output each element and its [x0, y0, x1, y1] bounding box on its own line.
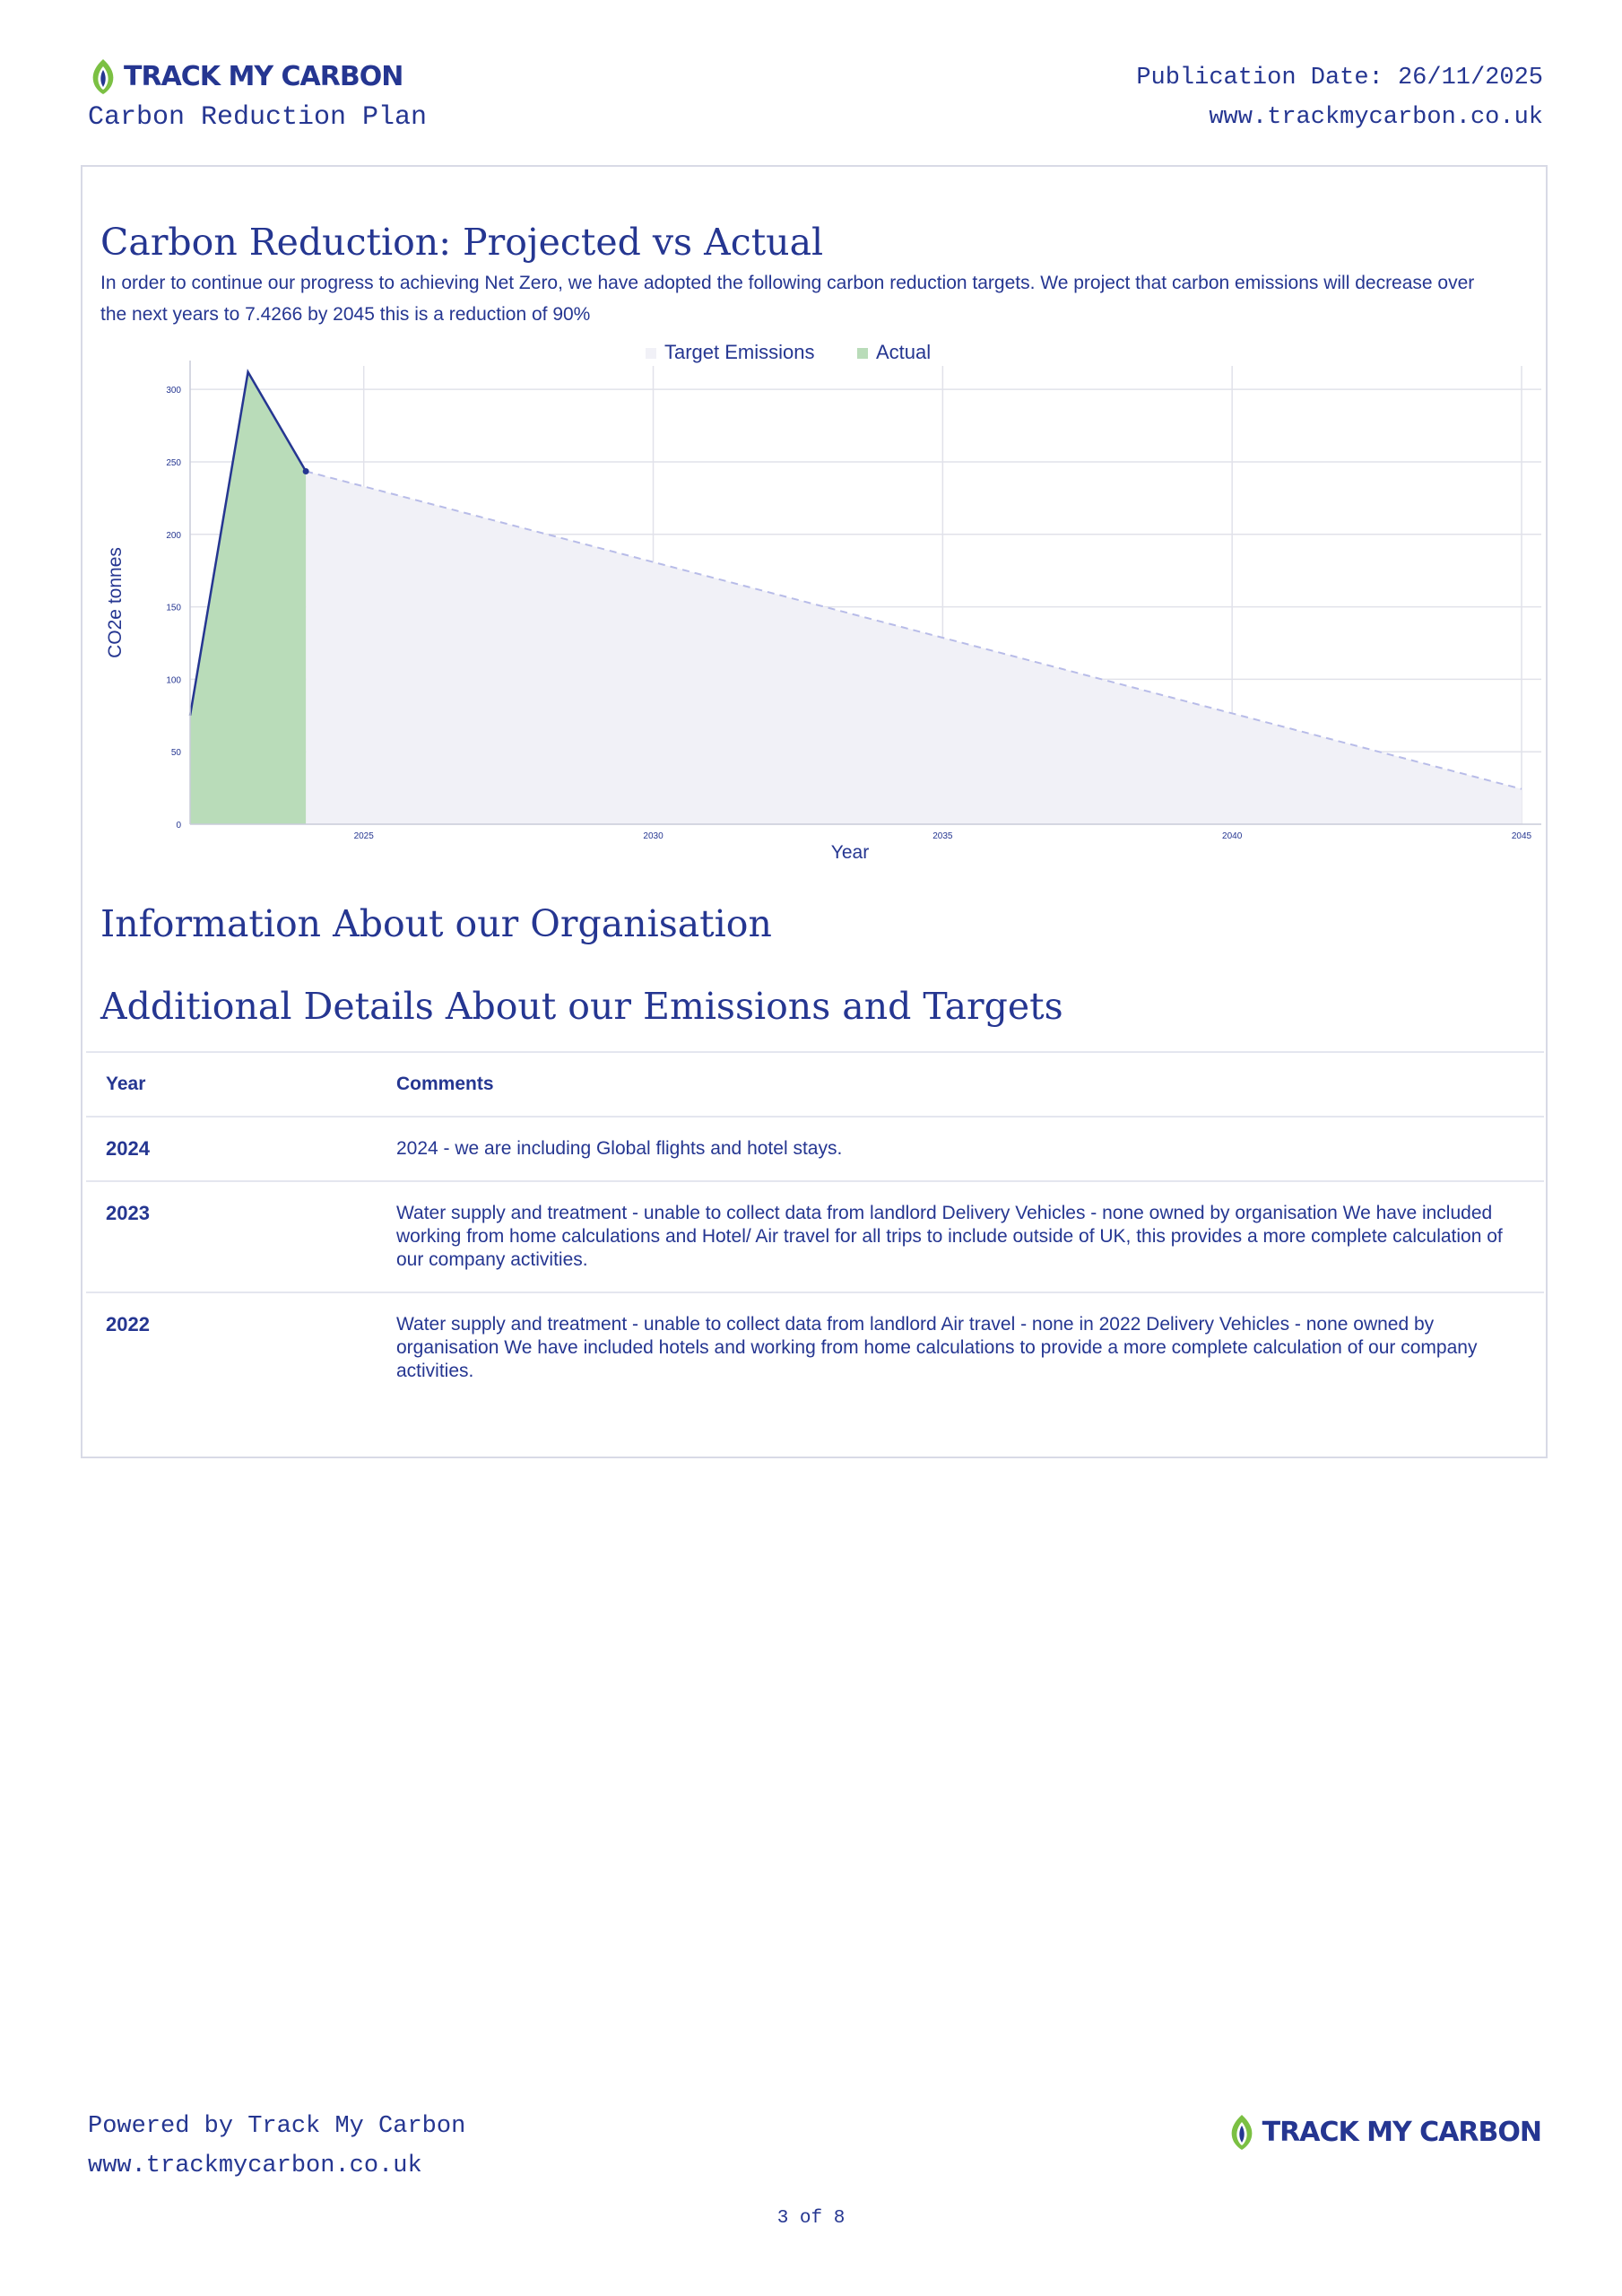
chart-areas: [190, 372, 1522, 824]
legend-swatch-actual: [857, 348, 868, 359]
row-year: 2022: [86, 1292, 396, 1403]
document-subtitle: Carbon Reduction Plan: [88, 102, 428, 133]
section-title-organisation: Information About our Organisation: [100, 902, 772, 945]
table-header-row: [86, 1052, 1544, 1117]
section-title-additional-details: Additional Details About our Emissions and Targets: [100, 985, 1063, 1028]
row-comment: Water supply and treatment - unable to collect data from landlord Air travel - none in 2022 Delivery Vehicles - none owned by organisation We have included hotels and working from home calculations to provide a more complete calculation of our company activities.: [396, 1292, 1544, 1403]
emissions-details-table: [86, 1051, 1544, 1403]
header-logo: [88, 57, 403, 95]
footer-logo: [1227, 2113, 1541, 2151]
x-tick-label: 2040: [1222, 831, 1243, 841]
leaf-logo-icon: [1227, 2113, 1257, 2151]
legend-swatch-target: [646, 348, 656, 359]
y-tick-label: 200: [166, 530, 181, 541]
y-axis-title: CO2e tonnes: [105, 547, 126, 658]
row-year: 2024: [86, 1117, 396, 1181]
x-tick-label: 2035: [932, 831, 953, 841]
row-comment: Water supply and treatment - unable to collect data from landlord Delivery Vehicles - none owned by organisation We have included working from home calculations and Hotel/ Air travel for all trips to include outside of UK, this provides a more complete calculation of our company activities.: [396, 1181, 1544, 1292]
logo-text: TRACK MY CARBON: [124, 60, 403, 92]
page-number: 3 of 8: [776, 2208, 846, 2229]
legend-label-target: Target Emissions: [664, 341, 815, 363]
y-tick-label: 0: [176, 821, 181, 831]
x-tick-label: 2030: [643, 831, 664, 841]
footer-website-link[interactable]: www.trackmycarbon.co.uk: [88, 2152, 422, 2179]
logo-text: TRACK MY CARBON: [1262, 2116, 1541, 2148]
table-row: [86, 1117, 1544, 1181]
chart-legend: [646, 341, 931, 363]
series-area-target: [306, 471, 1522, 824]
y-tick-label: 50: [170, 748, 181, 759]
legend-label-actual: Actual: [876, 341, 932, 363]
y-tick-label: 100: [166, 675, 181, 686]
table-row: [86, 1292, 1544, 1403]
intro-paragraph: In order to continue our progress to achieving Net Zero, we have adopted the following carbon reduction targets. We project that carbon emissions will decrease over the next years to 7.4266 by 2045 this is a reduction of 90%: [100, 273, 1475, 325]
y-tick-label: 250: [166, 457, 181, 468]
x-tick-label: 2025: [353, 831, 374, 841]
footer-powered-by: Powered by Track My Carbon: [88, 2113, 466, 2140]
series-point-actual: [303, 468, 309, 474]
x-axis-title: Year: [830, 842, 870, 863]
section-title-projected-vs-actual: Carbon Reduction: Projected vs Actual: [100, 221, 824, 264]
x-tick-label: 2045: [1511, 831, 1532, 841]
publication-date: Publication Date: 26/11/2025: [1136, 65, 1543, 91]
y-tick-label: 150: [166, 603, 181, 613]
emissions-chart: [90, 341, 1542, 870]
y-tick-label: 300: [166, 386, 181, 396]
leaf-logo-icon: [88, 57, 118, 95]
row-comment: 2024 - we are including Global flights and hotel stays.: [396, 1117, 1544, 1181]
table-row: [86, 1181, 1544, 1292]
column-header-comments: Comments: [396, 1052, 1544, 1117]
column-header-year: Year: [86, 1052, 396, 1117]
row-year: 2023: [86, 1181, 396, 1292]
header-website-link[interactable]: www.trackmycarbon.co.uk: [1209, 104, 1543, 131]
